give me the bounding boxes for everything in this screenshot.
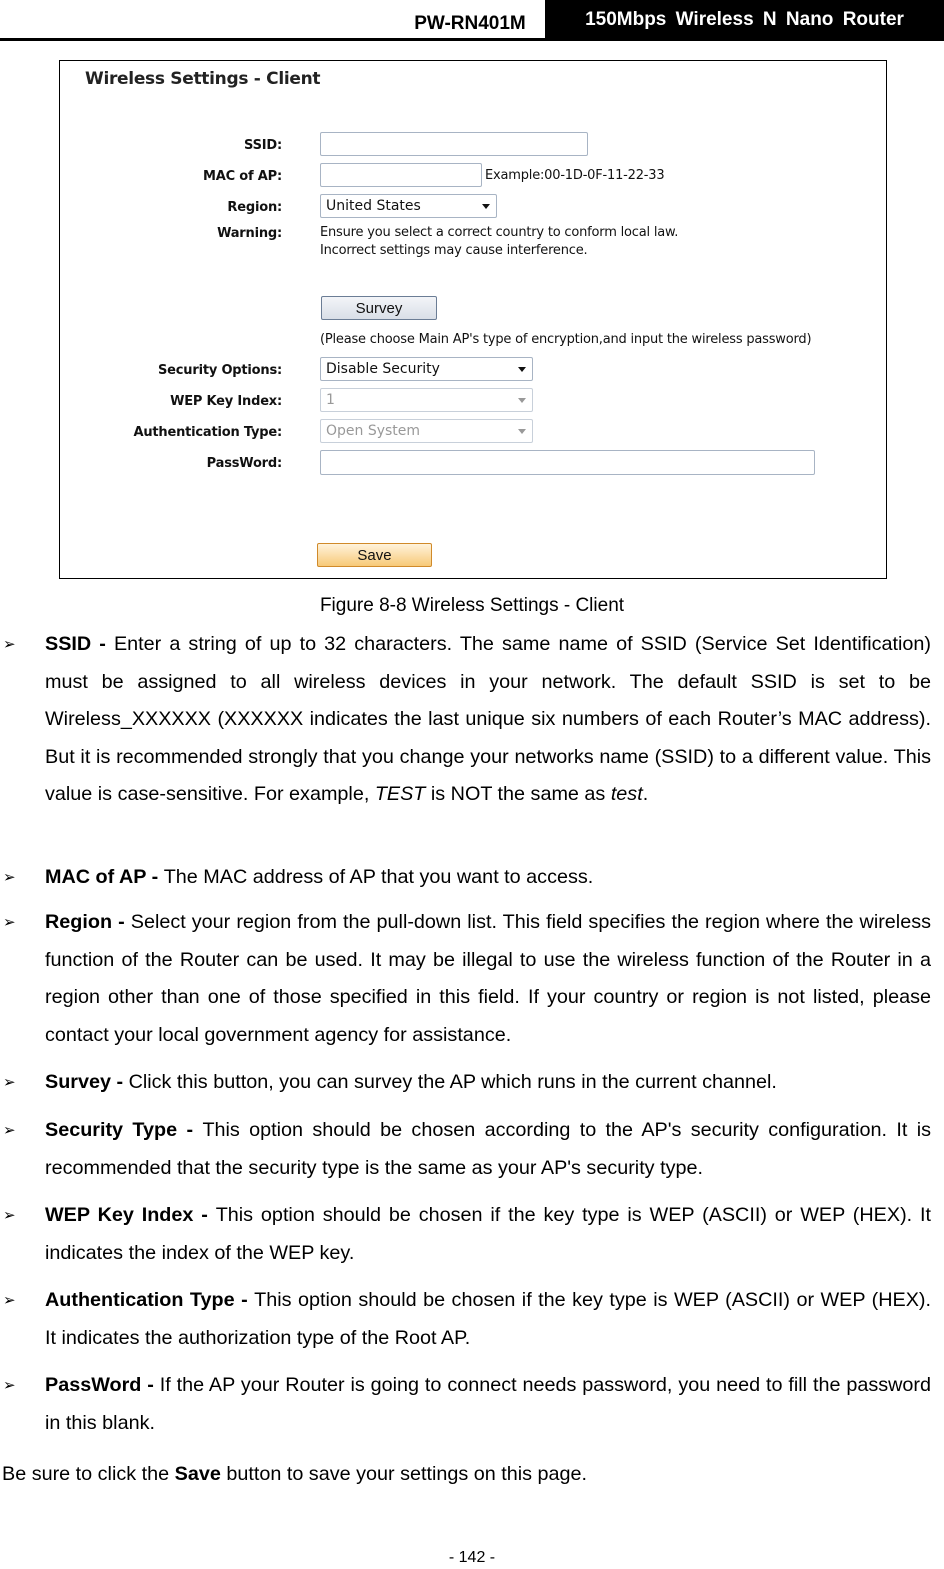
mac-of-ap-label: MAC of AP: (203, 169, 282, 184)
authentication-type-label: Authentication Type: (133, 425, 282, 440)
survey-button[interactable]: Survey (321, 296, 437, 320)
closing-text-save: Save (174, 1463, 221, 1485)
list-item-password (45, 1367, 931, 1442)
chevron-down-icon (518, 429, 526, 434)
desc-wep-key-index: This option should be chosen if the key type is WEP (ASCII) or WEP (HEX). It indicates the index of the WEP key. (45, 1204, 932, 1264)
page-header (0, 0, 944, 42)
authentication-type-select[interactable] (320, 419, 533, 443)
desc-survey: Click this button, you can survey the AP which runs in the current channel. (128, 1071, 777, 1093)
warning-label: Warning: (217, 226, 282, 241)
term-wep-key-index: WEP Key Index - (45, 1204, 216, 1226)
desc-password: If the AP your Router is going to connect needs password, you need to fill the password in this blank. (45, 1374, 931, 1434)
term-security-type: Security Type - (45, 1119, 203, 1141)
chevron-down-icon (518, 367, 526, 372)
desc-ssid-part2: is NOT the same as (425, 783, 611, 805)
region-label: Region: (227, 200, 282, 215)
wireless-settings-client-screenshot (59, 60, 887, 579)
desc-ssid-example-lower: test (610, 783, 643, 805)
desc-security-type: This option should be chosen according to the AP's security configuration. It is recommended that the security type is the same as your AP's security type. (45, 1119, 931, 1179)
figure-panel-title: Wireless Settings - Client (85, 69, 321, 89)
desc-ssid-part3: . (642, 783, 649, 805)
term-mac-of-ap: MAC of AP - (45, 866, 164, 888)
list-item-wep-key-index (45, 1197, 931, 1272)
save-button[interactable]: Save (317, 543, 432, 567)
term-password: PassWord - (45, 1374, 160, 1396)
bullet-icon: ➢ (3, 636, 16, 653)
bullet-icon: ➢ (3, 1122, 16, 1139)
closing-text-post: button to save your settings on this page. (220, 1463, 588, 1485)
desc-authentication-type: This option should be chosen if the key type is WEP (ASCII) or WEP (HEX). It indicates the authorization type of the Root AP. (45, 1289, 931, 1349)
bullet-icon: ➢ (3, 914, 16, 931)
list-item-ssid (45, 626, 931, 814)
desc-ssid-example-upper: TEST (374, 783, 426, 805)
mac-of-ap-input[interactable] (320, 163, 482, 187)
bullet-icon: ➢ (3, 1377, 16, 1394)
closing-text-pre: Be sure to click the (2, 1463, 175, 1485)
region-select-value: United States (326, 198, 421, 214)
term-ssid: SSID - (45, 633, 114, 655)
mac-example-text: Example:00-1D-0F-11-22-33 (485, 168, 665, 183)
survey-note: (Please choose Main AP's type of encryption,and input the wireless password) (320, 332, 812, 347)
password-label: PassWord: (206, 456, 282, 471)
authentication-type-value: Open System (326, 423, 421, 439)
term-survey: Survey - (45, 1071, 129, 1093)
header-model: PW-RN401M (414, 13, 526, 34)
list-item-survey (45, 1064, 931, 1102)
page-number: - 142 - (448, 1549, 496, 1566)
wep-key-index-label: WEP Key Index: (170, 394, 282, 409)
security-options-label: Security Options: (158, 363, 282, 378)
ssid-input[interactable] (320, 132, 588, 156)
list-item-region (45, 904, 931, 1054)
closing-instruction (2, 1456, 587, 1494)
chevron-down-icon (482, 204, 490, 209)
ssid-label: SSID: (244, 138, 282, 153)
desc-mac-of-ap: The MAC address of AP that you want to access. (163, 866, 594, 888)
region-select[interactable] (320, 194, 497, 218)
wep-key-index-select[interactable] (320, 388, 533, 412)
bullet-icon: ➢ (3, 1074, 16, 1091)
password-input[interactable] (320, 450, 815, 475)
warning-line-1: Ensure you select a correct country to conform local law. (320, 225, 679, 240)
security-options-value: Disable Security (326, 361, 440, 377)
bullet-icon: ➢ (3, 1207, 16, 1224)
header-rule (0, 38, 944, 41)
desc-region: Select your region from the pull-down list. This field specifies the region where the wireless function of the Router can be used. It may be illegal to use the wireless function of the Router in a region other than one of those specified in this field. If your country or region is not listed, please contact your local government agency for assistance. (45, 911, 931, 1046)
list-item-authentication-type (45, 1282, 931, 1357)
chevron-down-icon (518, 398, 526, 403)
warning-line-2: Incorrect settings may cause interference. (320, 243, 588, 258)
desc-ssid-part1: Enter a string of up to 32 characters. The same name of SSID (Service Set Identification) must be assigned to all wireless devices in your network. The default SSID is set to be Wireless_XXXXXX (XXXXXX indicates the last unique six numbers of each Router’s MAC address). But it is recommended strongly that you change your networks name (SSID) to a different value. This value is case-sensitive. For example, (45, 633, 932, 805)
security-options-select[interactable] (320, 357, 533, 381)
header-product-title: 150Mbps Wireless N Nano Router (545, 0, 944, 40)
bullet-icon: ➢ (3, 869, 16, 886)
term-authentication-type: Authentication Type - (45, 1289, 255, 1311)
term-region: Region - (45, 911, 131, 933)
list-item-security-type (45, 1112, 931, 1187)
list-item-mac-of-ap (45, 859, 931, 897)
bullet-icon: ➢ (3, 1292, 16, 1309)
wep-key-index-value: 1 (326, 392, 335, 408)
figure-caption: Figure 8-8 Wireless Settings - Client (319, 595, 625, 616)
